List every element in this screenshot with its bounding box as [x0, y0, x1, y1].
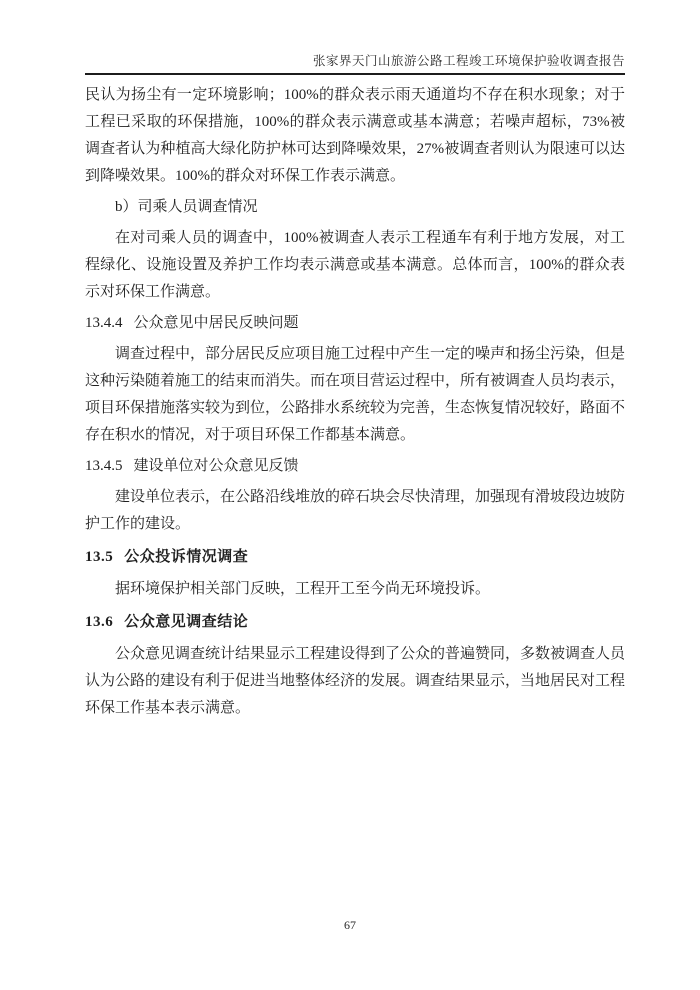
- section-number: 13.6: [85, 614, 114, 630]
- section-title: 公众投诉情况调查: [124, 548, 249, 565]
- paragraph-continuation: 民认为扬尘有一定环境影响；100%的群众表示雨天通道均不存在积水现象；对于工程已采取的环保措施，100%的群众表示满意或基本满意；若噪声超标，73%被调查者认为种植高大绿化防护林可达到降噪效果，27%被调查者则认为限速可以达到降噪效果。100%的群众对环保工作表示满意。: [85, 87, 625, 184]
- paragraph-survey-conclusion: 公众意见调查统计结果显示工程建设得到了公众的普遍赞同，多数被调查人员认为公路的建设有利于促进当地整体经济的发展。调查结果显示，当地居民对工程环保工作基本表示满意。: [85, 646, 626, 716]
- section-title: 公众意见调查结论: [124, 613, 249, 630]
- page-number: 67: [344, 918, 356, 932]
- section-title: 公众意见中居民反映问题: [133, 315, 299, 331]
- paragraph-constructor-response: 建设单位表示，在公路沿线堆放的碎石块会尽快清理，加强现有滑坡段边坡防护工作的建设。: [85, 489, 626, 532]
- document-body: [85, 82, 625, 726]
- paragraph-driver-survey: 在对司乘人员的调查中，100%被调查人表示工程通车有利于地方发展，对工程绿化、设施设置及养护工作均表示满意或基本满意。总体而言，100%的群众表示对环保工作满意。: [85, 230, 625, 300]
- section-heading-13-5: [85, 543, 625, 571]
- section-title: 建设单位对公众意见反馈: [133, 458, 299, 474]
- section-heading-13-4-4: [85, 310, 625, 337]
- paragraph-complaint-survey: 据环境保护相关部门反映，工程开工至今尚无环境投诉。: [115, 581, 491, 597]
- section-heading-13-6: [85, 608, 625, 636]
- section-number: 13.5: [85, 549, 114, 565]
- section-heading-13-4-5: [85, 453, 625, 480]
- section-number: 13.4.4: [85, 315, 123, 331]
- header-title: 张家界天门山旅游公路工程竣工环境保护验收调查报告: [312, 54, 625, 68]
- section-number: 13.4.5: [85, 458, 123, 474]
- page-footer: [0, 918, 700, 933]
- paragraph-resident-feedback: 调查过程中，部分居民反应项目施工过程中产生一定的噪声和扬尘污染，但是这种污染随着施工的结束而消失。而在项目营运过程中，所有被调查人员均表示，项目环保措施落实较为到位，公路排水系统较为完善，生态恢复情况较好，路面不存在积水的情况，对于项目环保工作都基本满意。: [85, 346, 626, 443]
- page-header: [85, 54, 625, 75]
- sub-item-b: b）司乘人员调查情况: [115, 199, 258, 215]
